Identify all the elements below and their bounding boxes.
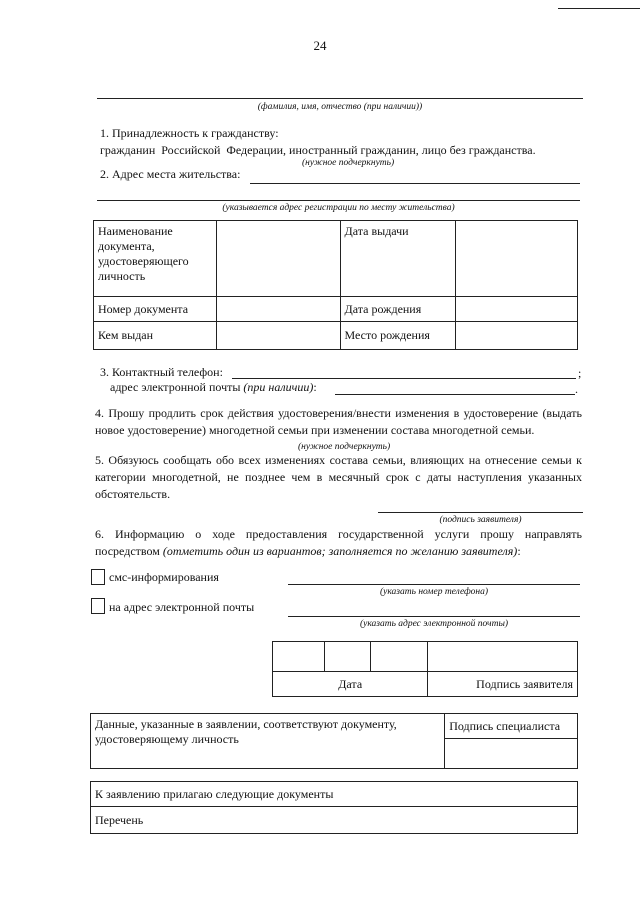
email-colon: : (313, 380, 317, 394)
signature-cell[interactable] (428, 642, 578, 672)
address-line-1[interactable] (250, 183, 580, 184)
item5-caption: (подпись заявителя) (439, 515, 522, 525)
issued-by-value[interactable] (216, 322, 340, 350)
phone-end: ; (578, 366, 582, 380)
doc-name-label: Наименование документа, удостоверяющего личность (94, 221, 217, 297)
sms-checkbox[interactable] (91, 569, 105, 585)
page-number: 24 (313, 38, 327, 53)
address-line-2[interactable] (97, 200, 580, 201)
date-signature-table (272, 641, 578, 697)
verification-table (90, 713, 578, 769)
sms-caption: (указать номер телефона) (379, 587, 489, 597)
issue-date-value[interactable] (456, 221, 578, 297)
email-address-line[interactable] (288, 616, 580, 617)
top-margin-line (558, 0, 640, 9)
address-heading: 2. Адрес места жительства: (100, 167, 241, 181)
sms-label: смс-информирования (109, 570, 219, 584)
email-caption: (указать адрес электронной почты) (359, 619, 509, 629)
citizenship-hint: (нужное подчеркнуть) (302, 158, 395, 168)
specialist-label: Подпись специалиста (445, 714, 578, 739)
date-year-cell[interactable] (370, 642, 428, 672)
date-label: Дата (273, 672, 428, 697)
citizenship-options[interactable]: гражданин Российской Федерации, иностранный гражданин, лицо без гражданства. (100, 143, 536, 157)
email-option-label: на адрес электронной почты (109, 600, 255, 614)
phone-line[interactable] (232, 378, 576, 379)
verification-text: Данные, указанные в заявлении, соответствуют документу, удостоверяющему личность (91, 714, 445, 769)
date-month-cell[interactable] (324, 642, 370, 672)
birth-date-label: Дата рождения (340, 297, 456, 322)
email-hint: (при наличии) (243, 380, 314, 394)
item4-hint: (нужное подчеркнуть) (298, 442, 391, 452)
email-line[interactable] (335, 394, 575, 395)
specialist-signature-cell[interactable] (445, 739, 578, 769)
sms-phone-line[interactable] (288, 584, 580, 585)
birth-place-label: Место рождения (340, 322, 456, 350)
citizenship-heading: 1. Принадлежность к гражданству: (100, 126, 279, 140)
item6-text-block (95, 526, 582, 560)
birth-place-value[interactable] (456, 322, 578, 350)
email-label: адрес электронной почты (110, 380, 241, 394)
birth-date-value[interactable] (456, 297, 578, 322)
email-checkbox[interactable] (91, 598, 105, 614)
attached-docs-list[interactable]: Перечень (91, 807, 578, 834)
doc-number-value[interactable] (216, 297, 340, 322)
item6-colon: : (517, 544, 521, 558)
phone-label: 3. Контактный телефон: (100, 365, 223, 379)
issue-date-label: Дата выдачи (340, 221, 456, 297)
attached-docs-heading: К заявлению прилагаю следующие документы (91, 782, 578, 807)
fio-caption: (фамилия, имя, отчество (при наличии)) (257, 102, 423, 112)
id-document-table (93, 220, 578, 350)
email-label-row (110, 380, 317, 395)
email-end: . (575, 382, 578, 396)
address-caption: (указывается адрес регистрации по месту жительства) (222, 203, 455, 213)
applicant-signature-line-1[interactable] (378, 512, 583, 513)
date-day-cell[interactable] (273, 642, 325, 672)
item6-hint: (отметить один из вариантов; заполняется по желанию заявителя) (162, 544, 518, 558)
doc-number-label: Номер документа (94, 297, 217, 322)
item6-text: 6. Информацию о ходе предоставления государственной услуги прошу направлять посредством (95, 527, 582, 558)
doc-name-value[interactable] (216, 221, 340, 297)
issued-by-label: Кем выдан (94, 322, 217, 350)
item5-text: 5. Обязуюсь сообщать обо всех изменениях состава семьи, влияющих на отнесение семьи к категории многодетной, не позднее чем в месячный срок с даты наступления указанных обстоятельств. (95, 453, 582, 501)
signature-label: Подпись заявителя (428, 672, 578, 697)
attached-documents-table (90, 781, 578, 834)
item4-text: 4. Прошу продлить срок действия удостоверения/внести изменения в удостоверение (выдать новое удостоверение) многодетной семьи при изменении состава многодетной семьи. (95, 406, 582, 437)
fio-line (97, 98, 583, 99)
